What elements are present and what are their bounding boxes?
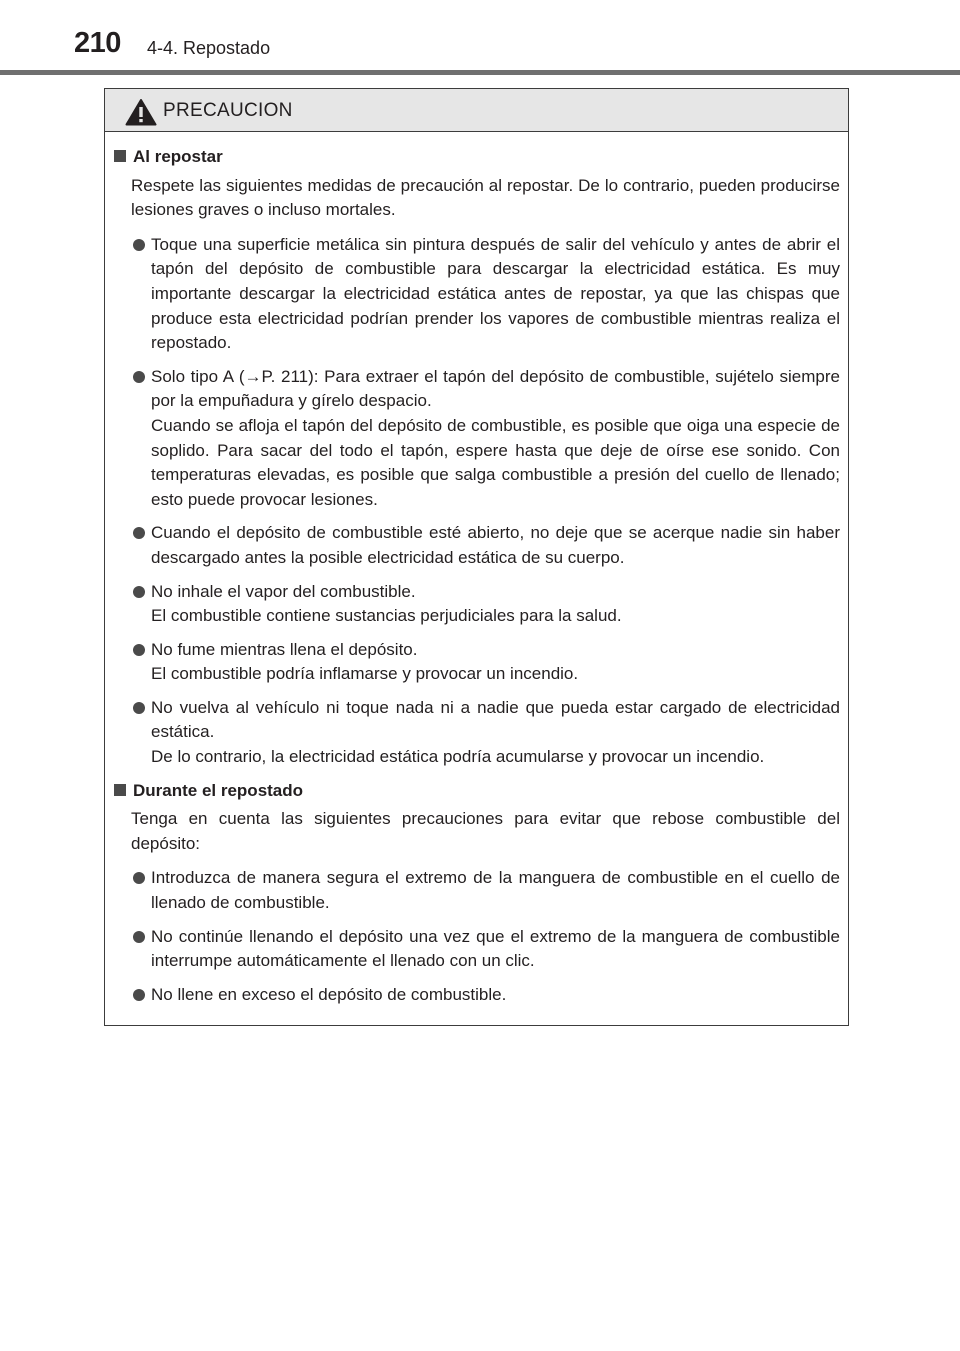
bullet-text: El combustible contiene sustancias perjudiciales para la salud.	[151, 606, 622, 626]
section-intro: Respete las siguientes medidas de precaución al repostar. De lo contrario, pueden producirse lesiones graves o incluso mortales.	[131, 175, 840, 220]
section-heading-text: Durante el repostado	[133, 780, 304, 800]
page-number: 210	[74, 27, 121, 59]
page-header	[0, 0, 960, 76]
caution-body	[105, 132, 848, 1007]
caution-box	[104, 88, 849, 1026]
header-divider	[0, 70, 960, 75]
round-bullet-icon	[133, 989, 145, 1001]
square-bullet-icon	[114, 150, 126, 162]
section-heading	[114, 779, 840, 804]
bullet-item	[114, 580, 840, 629]
bullet-text: Solo tipo A (→P. 211): Para extraer el tapón del depósito de combustible, sujételo siempre por la empuñadura y gírelo despacio.	[151, 366, 840, 411]
bullet-text: El combustible podría inflamarse y provocar un incendio.	[151, 664, 579, 684]
bullet-item	[114, 983, 840, 1008]
round-bullet-icon	[133, 586, 145, 598]
bullet-item	[114, 365, 840, 513]
warning-triangle-icon	[125, 98, 157, 126]
bullet-text: No vuelva al vehículo ni toque nada ni a nadie que pueda estar cargado de electricidad estática.	[151, 697, 840, 742]
bullet-item	[114, 925, 840, 974]
round-bullet-icon	[133, 931, 145, 943]
bullet-item	[114, 638, 840, 687]
round-bullet-icon	[133, 371, 145, 383]
section-title: 4-4. Repostado	[147, 38, 271, 58]
section-heading-text: Al repostar	[133, 147, 223, 166]
bullet-text: Cuando el depósito de combustible esté abierto, no deje que se acerque nadie sin haber descargado antes la posible electricidad estática de su cuerpo.	[151, 523, 840, 567]
bullet-item	[114, 521, 840, 570]
section-intro: Tenga en cuenta las siguientes precauciones para evitar que rebose combustible del depósito:	[131, 809, 840, 853]
caution-title: PRECAUCION	[163, 100, 293, 121]
bullet-item	[114, 866, 840, 915]
round-bullet-icon	[133, 527, 145, 539]
round-bullet-icon	[133, 872, 145, 884]
caution-header	[105, 89, 848, 132]
bullet-item	[114, 233, 840, 356]
bullet-text: No inhale el vapor del combustible.	[151, 581, 416, 601]
round-bullet-icon	[133, 702, 145, 714]
bullet-text: No continúe llenando el depósito una vez que el extremo de la manguera de combustible interrumpe automáticamente el llenado con un clic.	[151, 926, 840, 971]
bullet-text: De lo contrario, la electricidad estática podría acumularse y provocar un incendio.	[151, 747, 765, 767]
section-heading	[114, 145, 840, 170]
round-bullet-icon	[133, 644, 145, 656]
bullet-text: No llene en exceso el depósito de combustible.	[151, 984, 507, 1004]
bullet-text: Toque una superficie metálica sin pintura después de salir del vehículo y antes de abrir el tapón del depósito de combustible para descargar la electricidad estática. Es muy importante descargar la electricidad estática antes de repostar, ya que las chispas que produce esta electricidad podrían prender los vapores de combustible mientras realiza el repostado.	[151, 234, 840, 353]
bullet-text: Cuando se afloja el tapón del depósito de combustible, es posible que oiga una especie de soplido. Para sacar del todo el tapón, espere hasta que deje de oírse ese sonido. Con temperaturas elevadas, es posible que salga combustible a presión del cuello de llenado; esto puede provocar lesiones.	[151, 415, 840, 509]
bullet-text: Introduzca de manera segura el extremo de la manguera de combustible en el cuello de llenado de combustible.	[151, 868, 840, 913]
bullet-item	[114, 696, 840, 770]
square-bullet-icon	[114, 784, 126, 796]
bullet-text: No fume mientras llena el depósito.	[151, 639, 418, 659]
round-bullet-icon	[133, 239, 145, 251]
